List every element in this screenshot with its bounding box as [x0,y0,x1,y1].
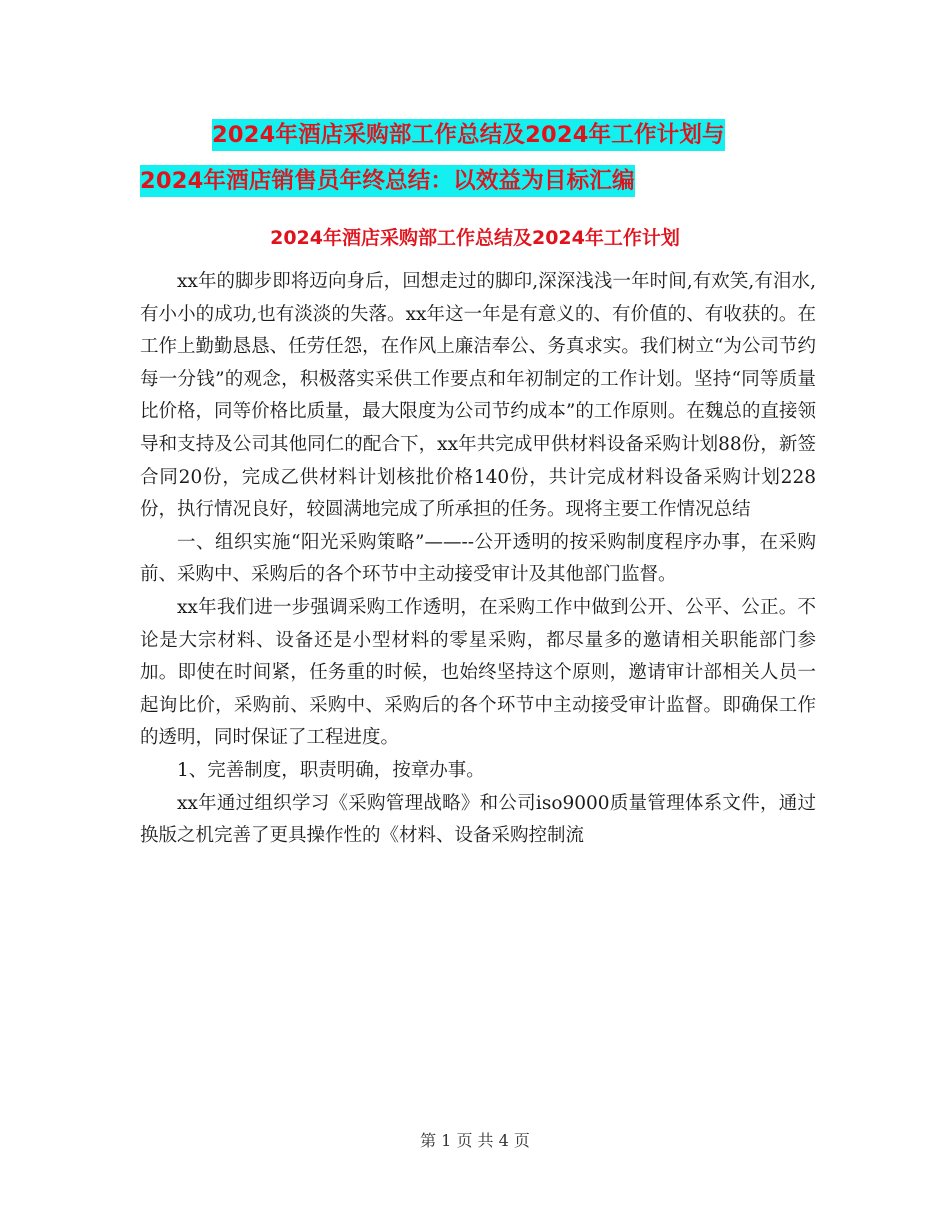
body-text [140,266,816,853]
paragraph: 一、组织实施“阳光采购策略”——--公开透明的按采购制度程序办事，在采购前、采购中、采购后的各个环节中主动接受审计及其他部门监督。 [140,531,816,586]
main-title [140,112,820,204]
main-title-line-1-text: 2024年酒店采购部工作总结及2024年工作计划与 [212,119,725,151]
section-title: 2024年酒店采购部工作总结及2024年工作计划 [270,227,680,249]
main-title-line-2-text: 2024年酒店销售员年终总结：以效益为目标汇编 [140,165,635,197]
paragraph: xx年通过组织学习《采购管理战略》和公司iso9000质量管理体系文件，通过换版之机完善了更具操作性的《材料、设备采购控制流 [140,792,816,847]
paragraph: xx年的脚步即将迈向身后，回想走过的脚印,深深浅浅一年时间,有欢笑,有泪水,有小小的成功,也有淡淡的失落。xx年这一年是有意义的、有价值的、有收获的。在工作上勤勤恳恳、任劳任怨，在作风上廉洁奉公、务真求实。我们树立“为公司节约每一分钱”的观念，积极落实采供工作要点和年初制定的工作计划。坚持“同等质量比价格，同等价格比质量，最大限度为公司节约成本”的工作原则。在魏总的直接领导和支持及公司其他同仁的配合下，xx年共完成甲供材料设备采购计划88份，新签合同20份，完成乙供材料计划核批价格140份，共计完成材料设备采购计划228份，执行情况良好，较圆满地完成了所承担的任务。现将主要工作情况总结 [140,271,816,521]
main-title-line-2 [140,158,820,204]
main-title-line-1 [140,112,820,158]
paragraph: xx年我们进一步强调采购工作透明，在采购工作中做到公开、公平、公正。不论是大宗材料、设备还是小型材料的零星采购，都尽量多的邀请相关职能部门参加。即使在时间紧，任务重的时候，也始终坚持这个原则，邀请审计部相关人员一起询比价，采购前、采购中、采购后的各个环节中主动接受审计监督。即确保工作的透明，同时保证了工程进度。 [140,596,816,749]
page-footer: 第 1 页 共 4 页 [420,1131,530,1150]
paragraph: 1、完善制度，职责明确，按章办事。 [177,759,485,781]
